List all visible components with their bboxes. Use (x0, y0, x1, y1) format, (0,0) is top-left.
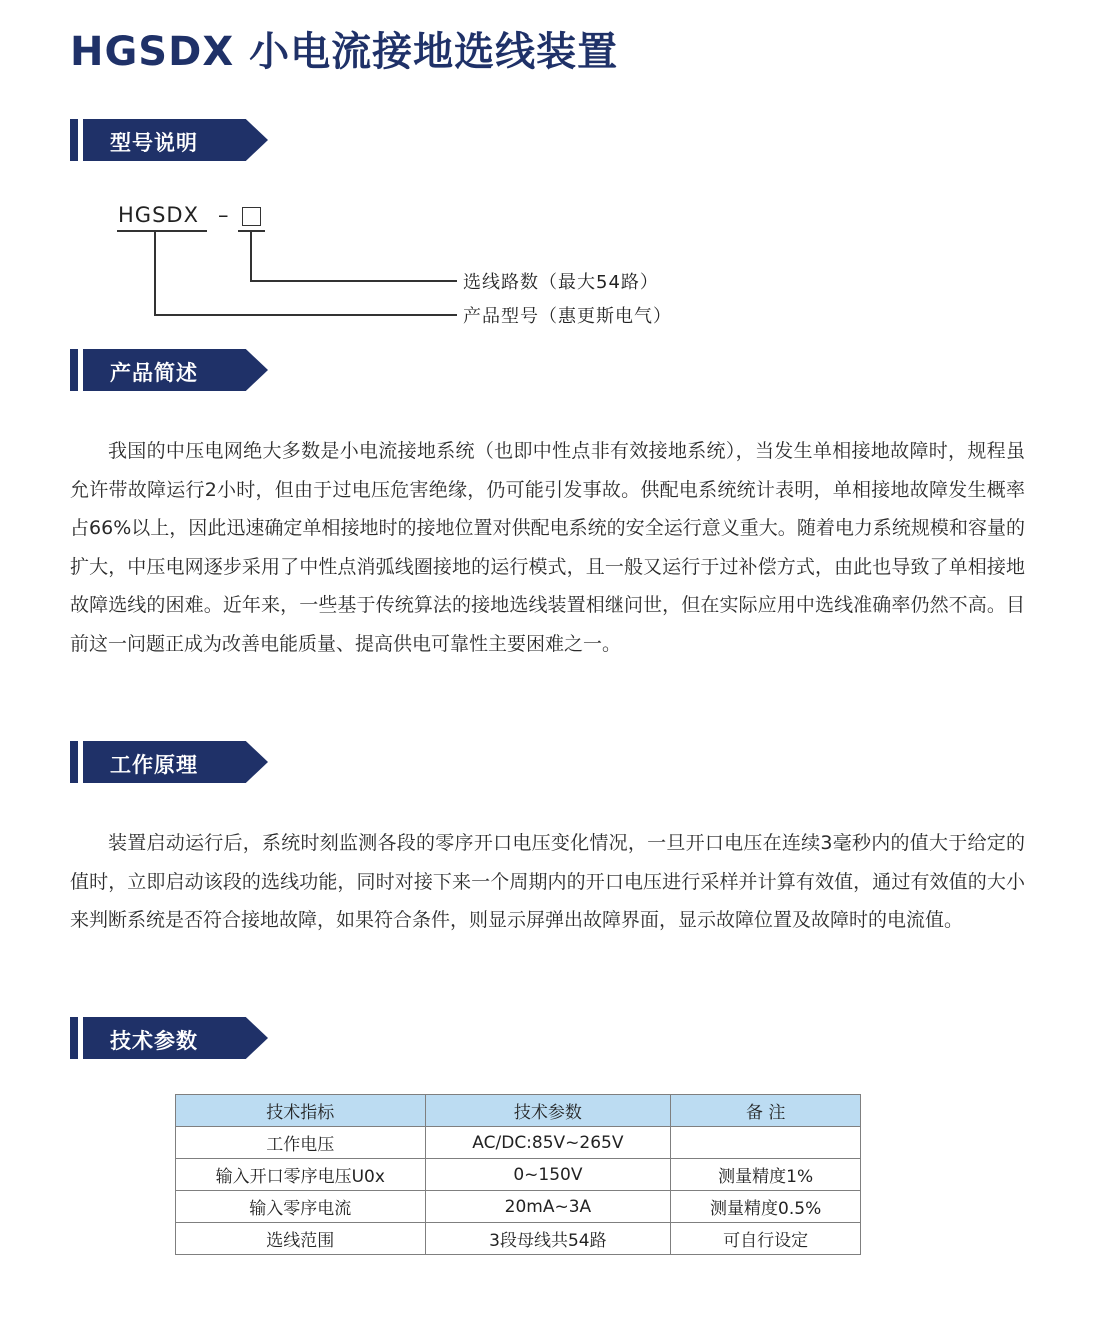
overview-paragraph: 我国的中压电网绝大多数是小电流接地系统（也即中性点非有效接地系统），当发生单相接地故障时，规程虽允许带故障运行2小时，但由于过电压危害绝缘，仍可能引发事故。供配电系统统计表明，单相接地故障发生概率占66%以上，因此迅速确定单相接地时的接地位置对供配电系统的安全运行意义重大。随着电力系统规模和容量的扩大，中压电网逐步采用了中性点消弧线圈接地的运行模式，且一般又运行于过补偿方式，由此也导致了单相接地故障选线的困难。近年来，一些基于传统算法的接地选线装置相继问世，但在实际应用中选线准确率仍然不高。目前这一问题正成为改善电能质量、提高供电可靠性主要困难之一。 (70, 440, 1025, 655)
model-code-underline (117, 230, 207, 232)
table-cell: 3段母线共54路 (425, 1223, 671, 1255)
section-bar (70, 741, 78, 783)
section-title-model: 型号说明 (110, 131, 198, 155)
table-cell: 可自行设定 (671, 1223, 861, 1255)
table-cell: 20mA~3A (425, 1191, 671, 1223)
table-cell: 选线范围 (176, 1223, 426, 1255)
page-title: HGSDX 小电流接地选线装置 (70, 29, 619, 75)
model-box-underline (238, 230, 265, 232)
model-box-placeholder (242, 207, 261, 226)
model-code: HGSDX (118, 203, 199, 227)
table-row (176, 1223, 861, 1255)
table-cell (671, 1127, 861, 1159)
table-row (176, 1159, 861, 1191)
leader-line-model-vertical (154, 230, 156, 315)
leader-line-routes-vertical (250, 230, 252, 281)
table-cell: 0~150V (425, 1159, 671, 1191)
legend-model: 产品型号（惠更斯电气） (463, 306, 672, 327)
section-bar (70, 119, 78, 161)
table-row (176, 1127, 861, 1159)
section-header-overview (70, 349, 270, 391)
section-header-specs (70, 1017, 270, 1059)
table-cell: AC/DC:85V~265V (425, 1127, 671, 1159)
table-header-row (176, 1095, 861, 1127)
section-header-principle (70, 741, 270, 783)
table-cell: 输入开口零序电压U0x (176, 1159, 426, 1191)
table-cell: 输入零序电流 (176, 1191, 426, 1223)
model-dash: – (218, 203, 229, 227)
leader-line-model-horizontal (154, 314, 457, 316)
table-cell: 工作电压 (176, 1127, 426, 1159)
column-header: 备 注 (671, 1095, 861, 1127)
section-bar (70, 349, 78, 391)
column-header: 技术指标 (176, 1095, 426, 1127)
section-title-overview: 产品简述 (110, 361, 198, 385)
principle-paragraph: 装置启动运行后，系统时刻监测各段的零序开口电压变化情况，一旦开口电压在连续3毫秒内的值大于给定的值时，立即启动该段的选线功能，同时对接下来一个周期内的开口电压进行采样并计算有效值，通过有效值的大小来判断系统是否符合接地故障，如果符合条件，则显示屏弹出故障界面，显示故障位置及故障时的电流值。 (70, 832, 1025, 932)
section-title-principle: 工作原理 (110, 753, 198, 777)
table-row (176, 1191, 861, 1223)
section-bar (70, 1017, 78, 1059)
column-header: 技术参数 (425, 1095, 671, 1127)
legend-routes: 选线路数（最大54路） (463, 272, 659, 293)
table-cell: 测量精度0.5% (671, 1191, 861, 1223)
table-cell: 测量精度1% (671, 1159, 861, 1191)
spec-table (175, 1094, 861, 1255)
section-header-model (70, 119, 270, 161)
section-title-specs: 技术参数 (110, 1029, 198, 1053)
leader-line-routes-horizontal (250, 280, 457, 282)
